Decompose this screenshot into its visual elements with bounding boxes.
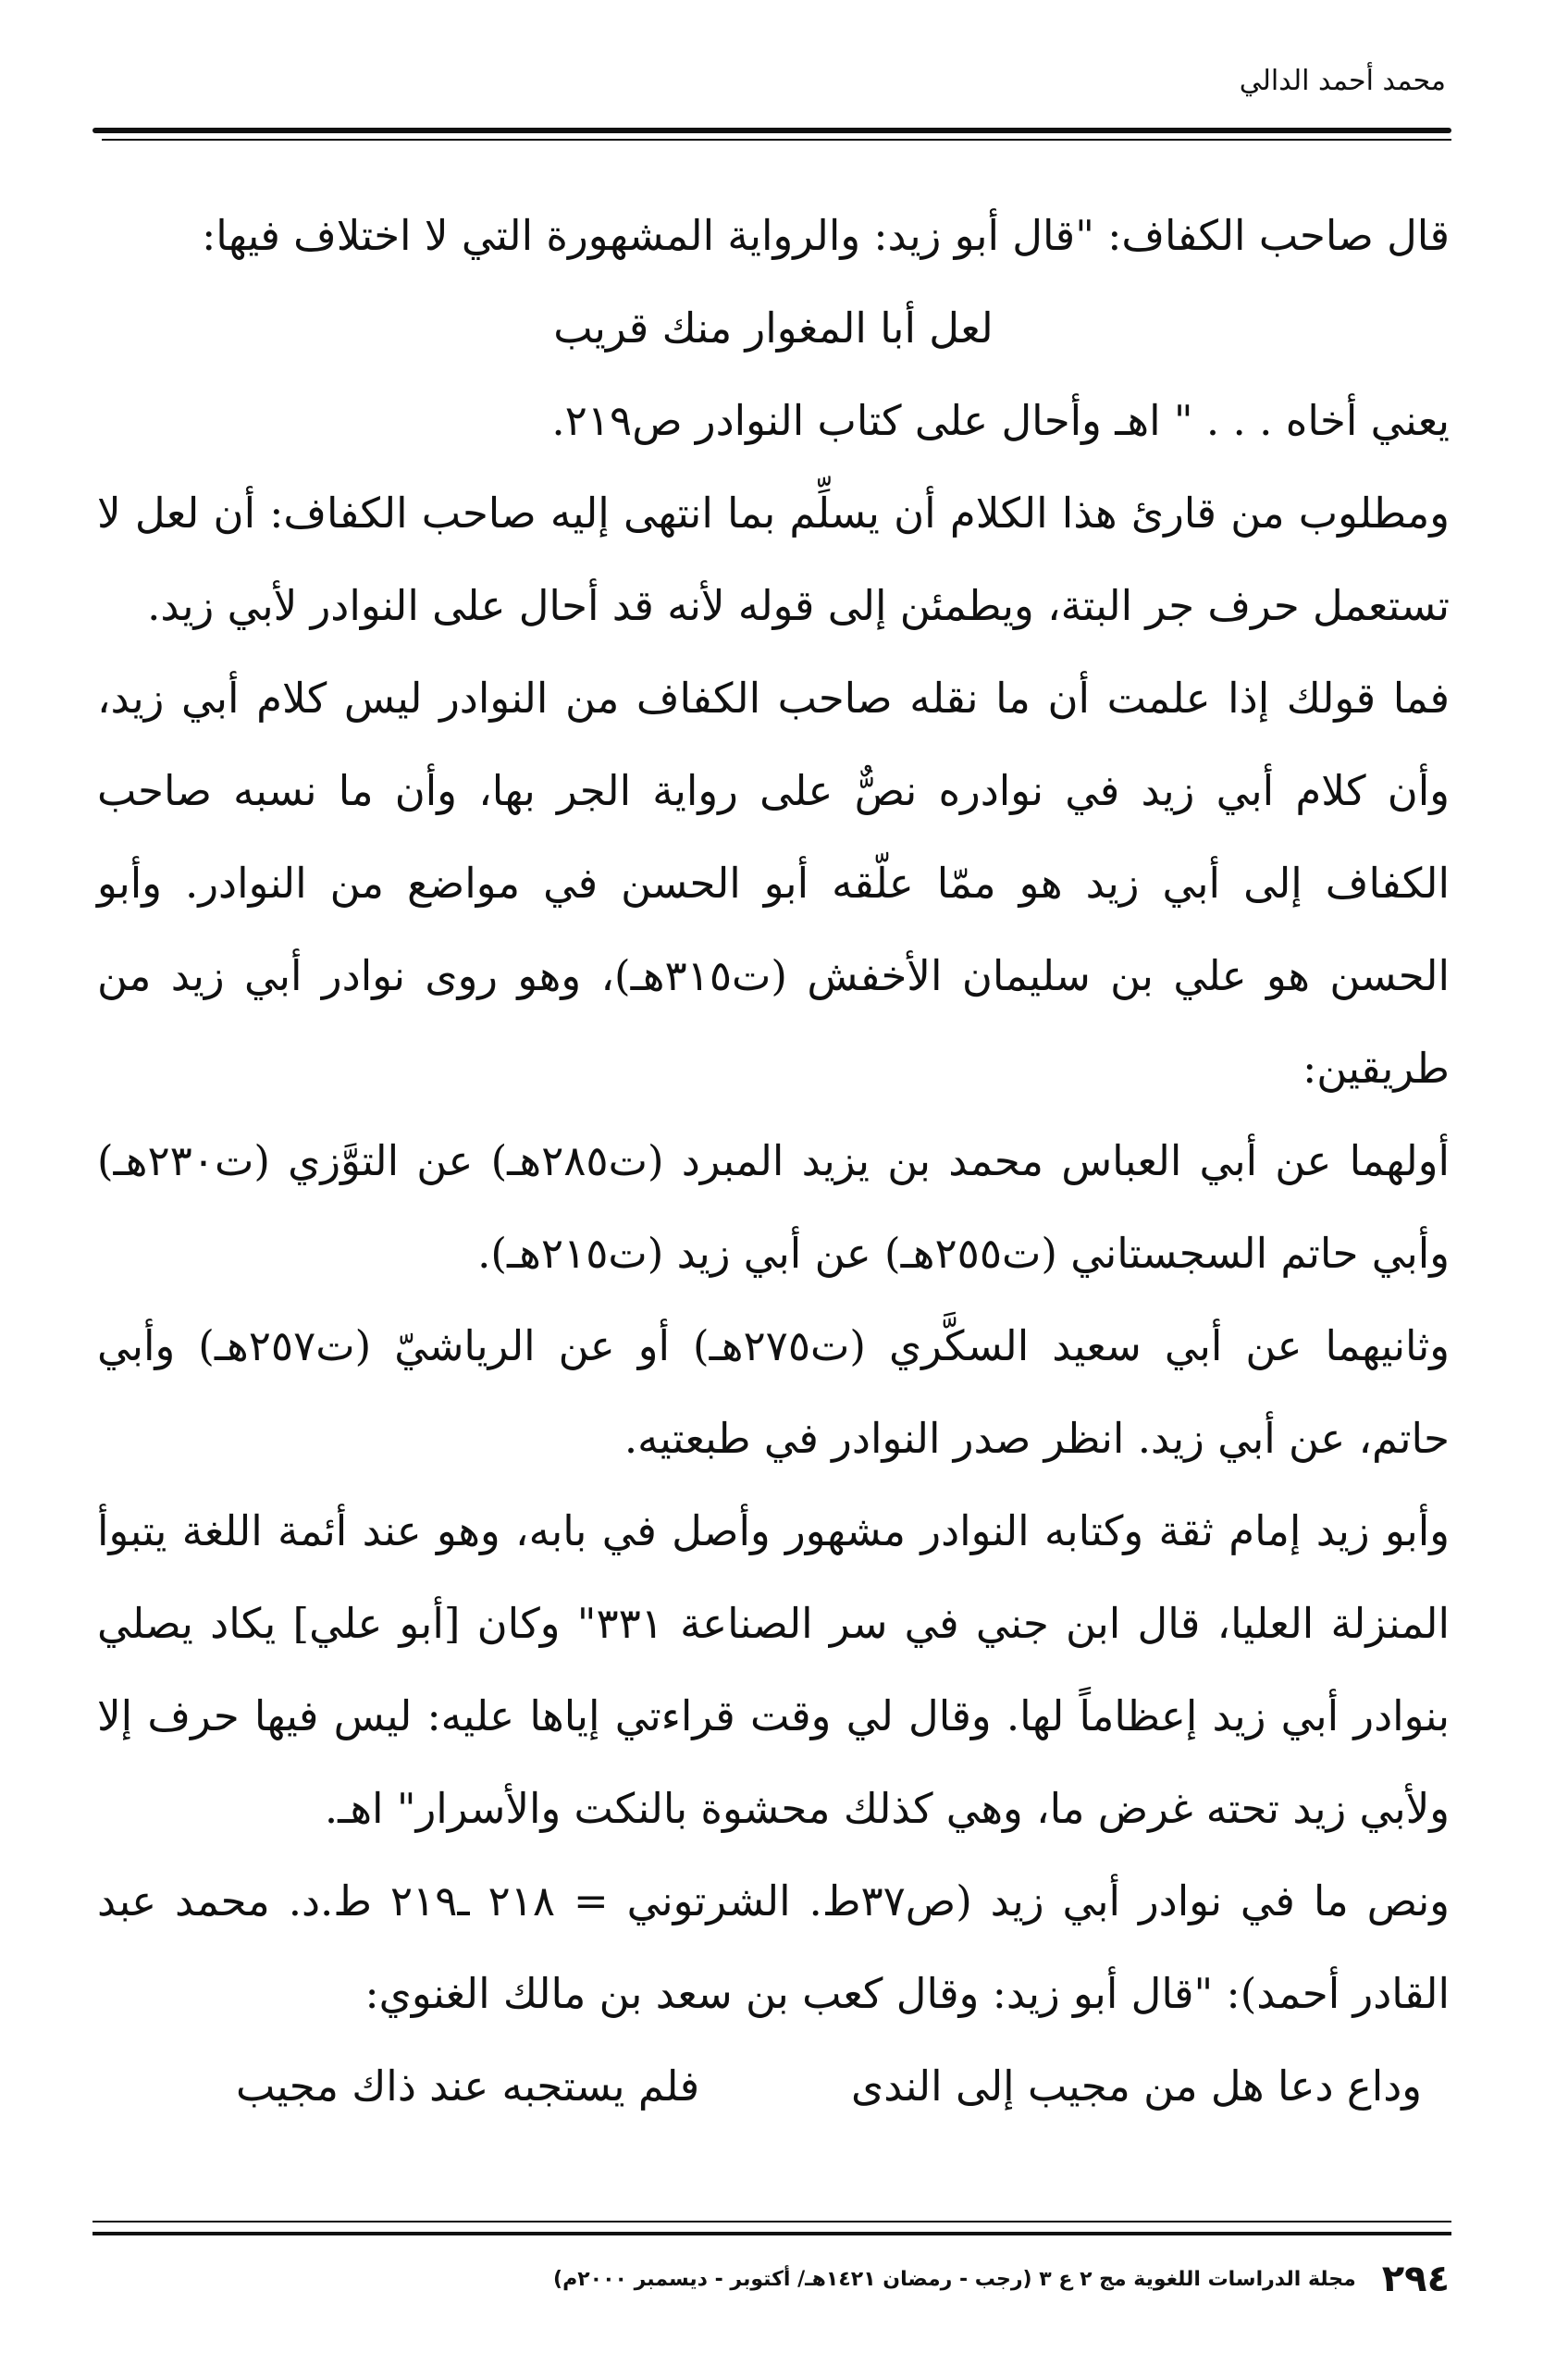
page-footer	[553, 2258, 1450, 2300]
paragraph-2: يعني أخاه . . . " اهـ وأحال على كتاب النوادر ص٢١٩.	[551, 396, 1450, 445]
poem-verse	[97, 2040, 1450, 2133]
paragraph-6: وثانيهما عن أبي سعيد السكَّري (ت٢٧٥هـ) أو عن الرياشيّ (ت٢٥٧هـ) وأبي حاتم، عن أبي زيد. انظر صدر النوادر في طبعتيه.	[97, 1321, 1451, 1463]
paragraph-1: قال صاحب الكفاف: "قال أبو زيد: والرواية المشهورة التي لا اختلاف فيها:	[202, 211, 1450, 260]
journal-citation: مجلة الدراسات اللغوية مج ٢ ع ٣ (رجب - رمضان ١٤٢١هـ/ أكتوبر - ديسمبر ٢٠٠٠م)	[553, 2267, 1356, 2291]
footer-rule-thick	[93, 2232, 1451, 2235]
page-number: ٢٩٤	[1381, 2258, 1450, 2300]
header-rule-thin	[102, 139, 1451, 141]
paragraph-7: وأبو زيد إمام ثقة وكتابه النوادر مشهور وأصل في بابه، وهو عند أئمة اللغة يتبوأ المنزلة العليا، قال ابن جني في سر الصناعة ٣٣١" وكان [أبو علي] يكاد يصلي بنوادر أبي زيد إعظاماً لها. وقال لي وقت قراءتي إياها عليه: ليس فيها حرف إلا ولأبي زيد تحته غرض ما، وهي كذلك محشوة بالنكت والأسرار" اهـ.	[97, 1506, 1450, 1833]
verse-first-hemistich: وداع دعا هل من مجيب إلى الندى	[851, 2062, 1422, 2111]
paragraph-5: أولهما عن أبي العباس محمد بن يزيد المبرد (ت٢٨٥هـ) عن التوَّزي (ت٢٣٠هـ) وأبي حاتم السجستاني (ت٢٥٥هـ) عن أبي زيد (ت٢١٥هـ).	[97, 1136, 1451, 1278]
running-head-author: محمد أحمد الدالي	[1239, 65, 1446, 97]
paragraph-3: ومطلوب من قارئ هذا الكلام أن يسلِّم بما انتهى إليه صاحب الكفاف: أن لعل لا تستعمل حرف جر البتة، ويطمئن إلى قوله لأنه قد أحال على النوادر لأبي زيد.	[97, 489, 1450, 630]
quoted-verse-fragment: لعل أبا المغوار منك قريب	[553, 303, 994, 353]
verse-second-hemistich: فلم يستجبه عند ذاك مجيب	[236, 2062, 700, 2111]
footer-rule	[93, 2221, 1451, 2223]
header-rule	[93, 128, 1451, 133]
paragraph-8: ونص ما في نوادر أبي زيد (ص٣٧ط. الشرتوني = ٢١٨ ـ٢١٩ ط.د. محمد عبد القادر أحمد): "قال أبو زيد: وقال كعب بن سعد بن مالك الغنوي:	[97, 1876, 1450, 2018]
paragraph-4: فما قولك إذا علمت أن ما نقله صاحب الكفاف من النوادر ليس كلام أبي زيد، وأن كلام أبي زيد في نوادره نصٌّ على رواية الجر بها، وأن ما نسبه صاحب الكفاف إلى أبي زيد هو ممّا علّقه أبو الحسن في مواضع من النوادر. وأبو الحسن هو علي بن سليمان الأخفش (ت٣١٥هـ)، وهو روى نوادر أبي زيد من طريقين:	[97, 674, 1450, 1093]
body-text	[97, 190, 1450, 2133]
